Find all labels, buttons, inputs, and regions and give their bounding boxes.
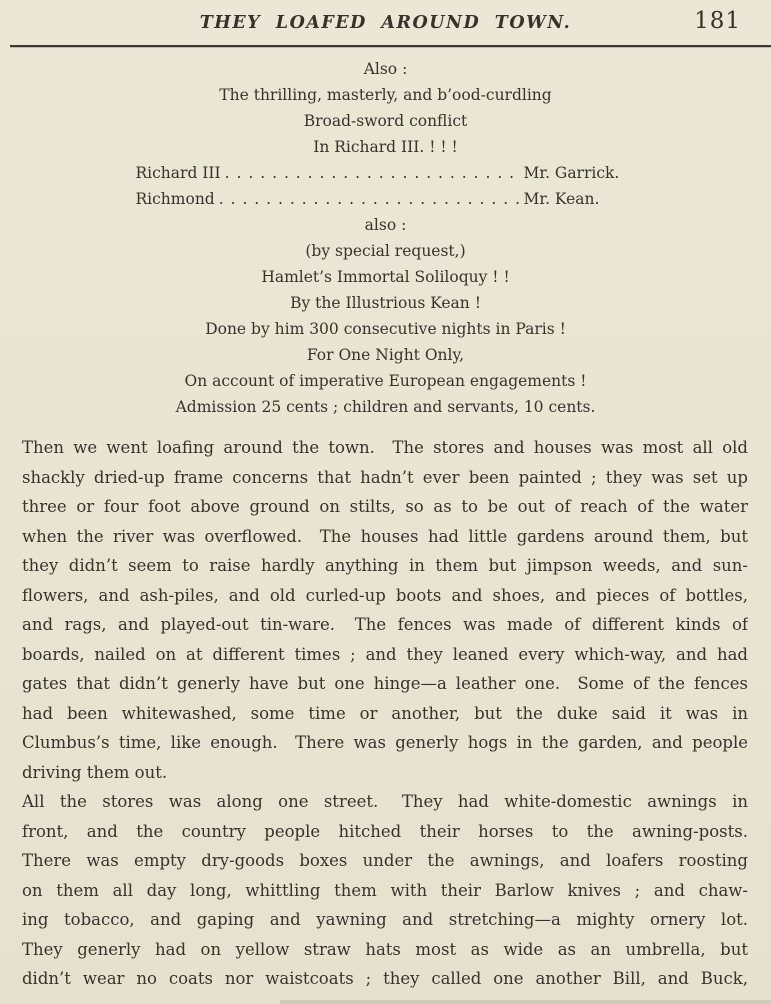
body-line: There was empty dry-goods boxes under the awnings, and loafers roosting — [22, 851, 748, 870]
header-rule — [10, 45, 771, 47]
playbill-line: (by special request,) — [305, 242, 466, 260]
playbill-line: Admission 25 cents ; children and servants, 10 cents. — [175, 398, 596, 416]
body-line: Then we went loafing around the town. The stores and houses was most all old — [22, 438, 748, 457]
body-line: didn’t wear no coats nor waistcoats ; they called one another Bill, and Buck, — [22, 969, 748, 988]
page-header — [0, 0, 771, 45]
playbill-top-lines — [0, 56, 771, 160]
cast-row — [136, 160, 636, 186]
cast-row — [136, 186, 636, 212]
cast-leader-dots — [225, 160, 520, 186]
cast-role: Richard III — [135, 164, 221, 182]
body-line: had been whitewashed, some time or another, but the duke said it was in — [22, 703, 748, 723]
playbill-line: also : — [364, 216, 407, 234]
playbill-line: By the Illustrious Kean ! — [290, 294, 481, 312]
body-line: All the stores was along one street. They had white-domestic awnings in — [22, 792, 748, 811]
playbill-block — [0, 45, 771, 420]
body-paragraph-1 — [22, 433, 748, 787]
body-line: flowers, and ash-piles, and old curled-up boots and shoes, and pieces of bottles, — [22, 585, 748, 605]
cast-role: Richmond — [135, 190, 215, 208]
body-line: boards, nailed on at different times ; and they leaned every which-way, and had — [22, 644, 748, 664]
body-line: They generly had on yellow straw hats most as wide as an umbrella, but — [22, 939, 748, 959]
body-line: gates that didn’t generly have but one hinge—a leather one. Some of the fences — [22, 674, 748, 693]
running-head: THEY LOAFED AROUND TOWN. — [199, 13, 572, 33]
playbill-line: Broad-sword conflict — [303, 112, 468, 130]
body-line: three or four foot above ground on stilts, so as to be out of reach of the water — [22, 497, 748, 516]
body-line: shackly dried-up frame concerns that hadn’t ever been painted ; they was set up — [22, 467, 748, 487]
playbill-bottom-lines — [0, 212, 771, 420]
playbill-line: On account of imperative European engagements ! — [184, 372, 587, 390]
body-line: they didn’t seem to raise hardly anything in them but jimpson weeds, and sun- — [22, 556, 748, 575]
body-line: ing tobacco, and gaping and yawning and stretching—a mighty ornery lot. — [22, 910, 748, 929]
playbill-line: The thrilling, masterly, and b’ood-curdling — [219, 86, 552, 104]
cast-leader-dots — [219, 186, 520, 212]
page-number: 181 — [694, 8, 741, 34]
cast-actor: Mr. Garrick. — [523, 164, 620, 182]
playbill-line: Done by him 300 consecutive nights in Paris ! — [205, 320, 566, 338]
playbill-line: Also : — [363, 60, 408, 78]
body-line: on them all day long, whittling them with their Barlow knives ; and chaw- — [22, 880, 748, 900]
playbill-cast-list — [0, 160, 771, 212]
body-line: Clumbus’s time, like enough. There was generly hogs in the garden, and people — [22, 733, 748, 752]
body-paragraph-2 — [22, 787, 748, 994]
body-line: front, and the country people hitched their horses to the awning-posts. — [22, 821, 748, 841]
body-line: and rags, and played-out tin-ware. The fences was made of different kinds of — [22, 615, 748, 634]
body-line: when the river was overflowed. The houses had little gardens around them, but — [22, 526, 748, 546]
cast-actor: Mr. Kean. — [523, 190, 600, 208]
playbill-line: In Richard III. ! ! ! — [313, 138, 458, 156]
playbill-line: Hamlet’s Immortal Soliloquy ! ! — [261, 268, 510, 286]
body-text — [22, 433, 748, 994]
body-line: driving them out. — [22, 762, 168, 782]
playbill-line: For One Night Only, — [306, 346, 465, 364]
